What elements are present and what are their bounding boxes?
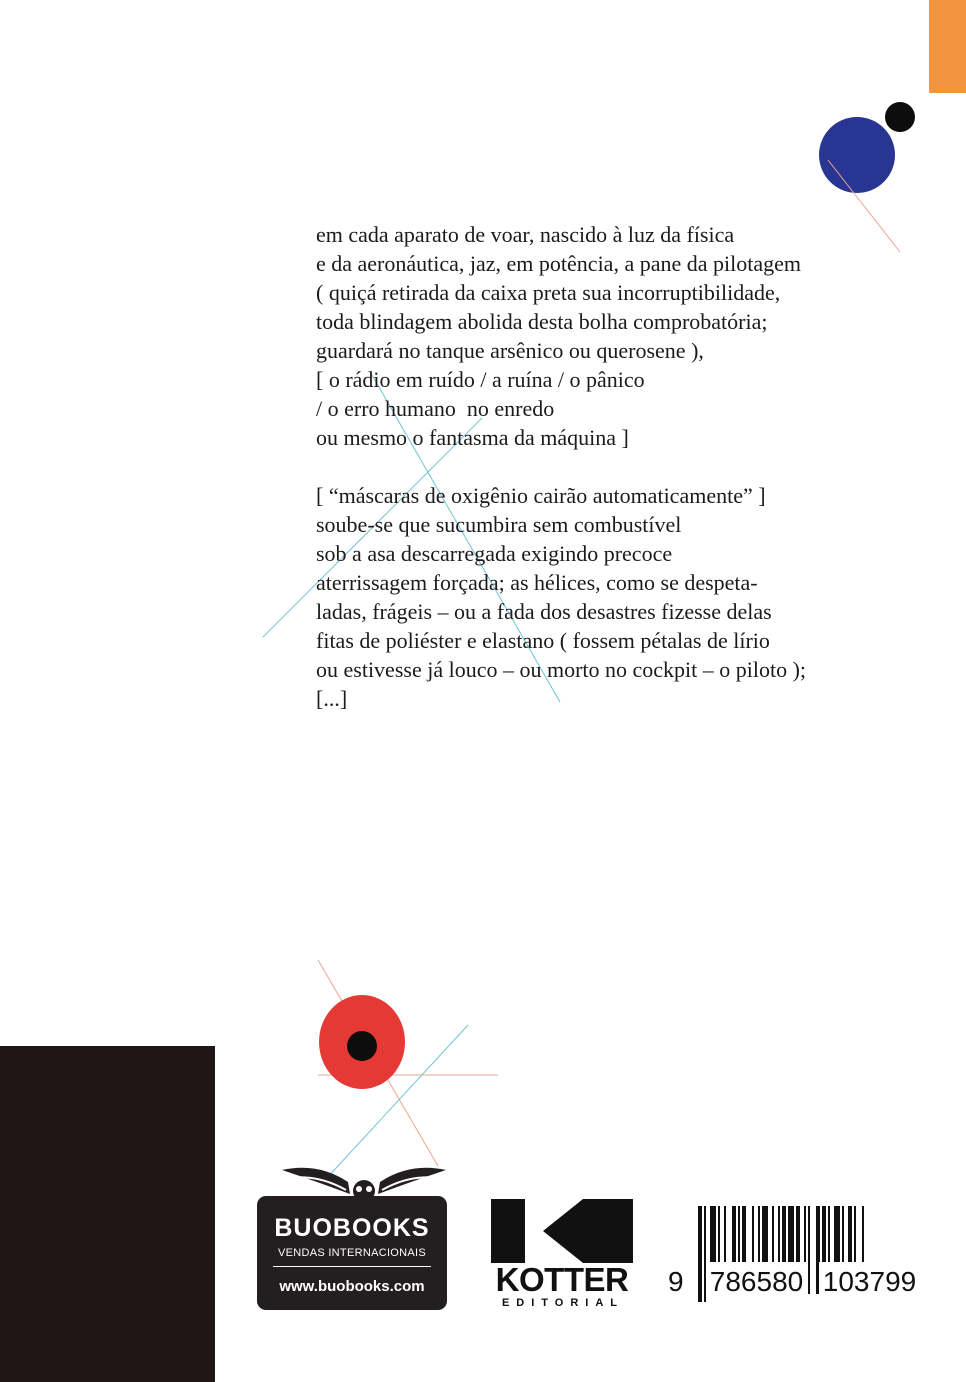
buobooks-divider [273,1266,431,1267]
bottom-circles-group [318,960,498,1180]
poem-line: ( quiçá retirada da caixa preta sua incorruptibilidade, [316,280,781,305]
poem-line: aterrissagem forçada; as hélices, como se despeta- [316,570,758,595]
barcode-bar [808,1206,810,1294]
poem-line: fitas de poliéster e elastano ( fossem pétalas de lírio [316,628,770,653]
poem-line: sob a asa descarregada exigindo precoce [316,541,673,566]
black-dot [885,102,915,132]
isbn-prefix: 9 [668,1262,690,1302]
poem-line: [ “máscaras de oxigênio cairão automaticamente” ] [316,483,766,508]
poem-line: / o erro humano no enredo [316,396,555,421]
poem-text [316,220,916,713]
buobooks-logo [257,1196,447,1310]
kotter-k-icon [491,1199,633,1263]
poem-line: [...] [316,686,348,711]
stanza-break [316,452,916,481]
poem-line: ou estivesse já louco – ou morto no cockpit – o piloto ); [316,657,807,682]
poem-line: toda blindagem abolida desta bolha comprobatória; [316,309,768,334]
barcode-bar [698,1206,702,1302]
blue-circle [819,117,895,193]
buobooks-url: www.buobooks.com [279,1278,425,1295]
isbn-group-left: 786580 [706,1262,807,1302]
black-dot [347,1031,377,1061]
buobooks-subtitle: VENDAS INTERNACIONAIS [277,1247,427,1259]
kotter-name: KOTTER [495,1261,629,1298]
kotter-subtitle: EDITORIAL [501,1297,625,1309]
poem-line: e da aeronáutica, jaz, em potência, a pane da pilotagem [316,251,801,276]
buobooks-name: BUOBOOKS [274,1214,430,1242]
poem-line: ladas, frágeis – ou a fada dos desastres fizesse delas [316,599,772,624]
poem-line: [ o rádio em ruído / a ruína / o pânico [316,367,645,392]
poem-line: em cada aparato de voar, nascido à luz da física [316,222,735,247]
isbn-group-right: 103799 [819,1262,920,1302]
poem-line: ou mesmo o fantasma da máquina ] [316,425,629,450]
poem-line: soube-se que sucumbira sem combustível [316,512,682,537]
poem-line: guardará no tanque arsênico ou querosene ), [316,338,704,363]
